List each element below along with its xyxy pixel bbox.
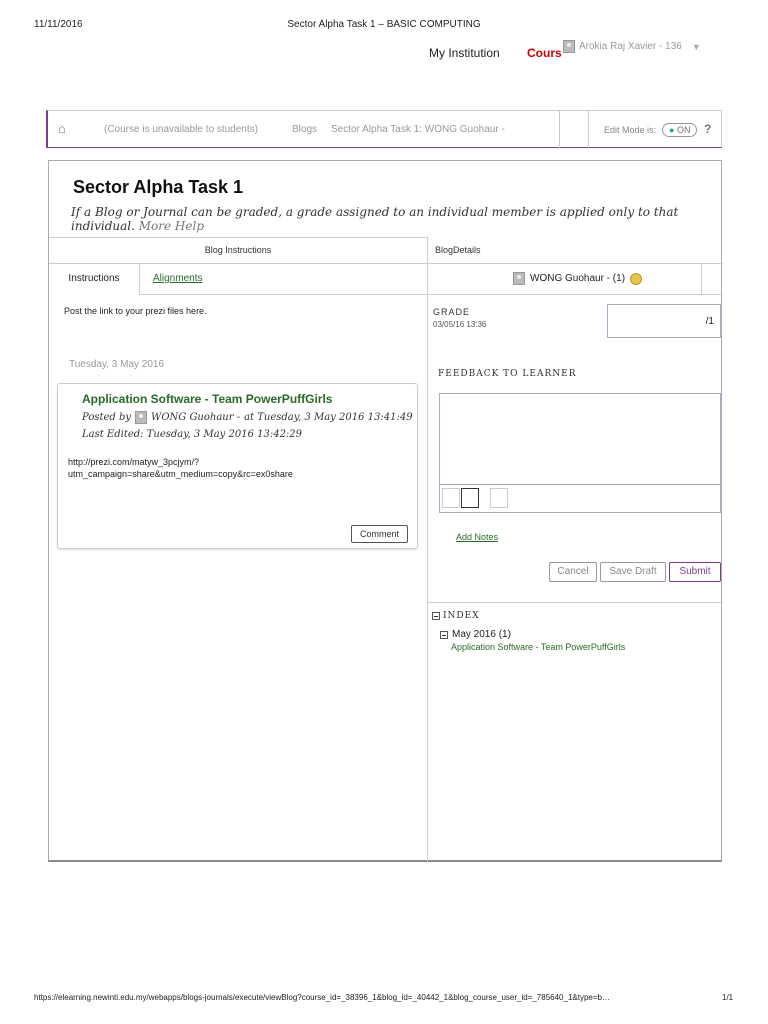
index-divider [427, 602, 723, 603]
editor-tool-button[interactable] [442, 488, 460, 508]
entry-date: Tuesday, 3 May 2016 [69, 359, 165, 370]
more-help-link[interactable]: More Help [138, 219, 204, 233]
user-menu[interactable] [563, 40, 701, 53]
editor-tool-button[interactable] [461, 488, 479, 508]
comment-button[interactable]: Comment [351, 525, 408, 543]
blog-details-header: BlogDetails [435, 245, 481, 255]
breadcrumb-divider [559, 111, 560, 148]
collapse-icon[interactable] [440, 631, 448, 639]
tab-divider [139, 294, 427, 295]
instruction-text: Post the link to your prezi files here. [64, 306, 207, 316]
editor-toolbar-divider [440, 484, 720, 485]
page-subtitle [71, 205, 721, 233]
entry-posted-by [82, 411, 413, 424]
member-name[interactable] [513, 272, 642, 285]
grade-out-of: /1 [705, 316, 714, 327]
grade-input[interactable] [607, 304, 721, 338]
member-avatar-icon [513, 272, 525, 285]
blog-instructions-panel [49, 237, 428, 862]
print-title: Sector Alpha Task 1 – BASIC COMPUTING [287, 19, 481, 30]
breadcrumb-blogs[interactable]: Blogs [292, 124, 318, 135]
collapse-icon[interactable] [432, 612, 440, 620]
tab-instructions[interactable]: Instructions [49, 264, 140, 294]
breadcrumb-current: Sector Alpha Task 1: WONG Guohaur - [331, 124, 505, 135]
my-institution-tab[interactable]: My Institution [429, 46, 500, 60]
feedback-label: FEEDBACK TO LEARNER [438, 369, 577, 379]
member-strip [427, 263, 723, 295]
home-icon[interactable]: ⌂ [58, 121, 66, 136]
edit-mode-toggle[interactable] [662, 123, 697, 137]
user-name: Arokia Raj Xavier - 136 [579, 41, 682, 52]
edit-mode-label: Edit Mode is: [604, 125, 657, 135]
breadcrumb-divider [588, 111, 589, 148]
entry-title[interactable]: Application Software - Team PowerPuffGirls [82, 392, 333, 406]
page-title: Sector Alpha Task 1 [73, 177, 244, 197]
index-entry-link[interactable]: Application Software - Team PowerPuffGirls [451, 642, 626, 652]
author-avatar-icon [135, 411, 147, 424]
member-name-text: WONG Guohaur - (1) [530, 273, 626, 284]
save-draft-button[interactable]: Save Draft [600, 562, 666, 582]
chevron-down-icon[interactable]: ▼ [691, 41, 701, 52]
posted-by-user: WONG Guohaur - [151, 412, 241, 423]
edit-mode [604, 123, 697, 137]
tab-alignments[interactable]: Alignments [153, 273, 203, 284]
cancel-button[interactable]: Cancel [549, 562, 597, 582]
editor-tool-button[interactable] [490, 488, 508, 508]
help-icon[interactable]: ? [704, 122, 712, 136]
print-url: https://elearning.newinti.edu.my/webapps/blogs-journals/execute/viewBlog?course_id=_38396_1&blog_id=_40442_1&blog_course_user_id=_785640_1&type=b… [34, 993, 610, 1002]
page-subtitle-text: If a Blog or Journal can be graded, a grade assigned to an individual member is applied only to that individual. [71, 205, 679, 233]
index-title: INDEX [443, 611, 480, 621]
user-avatar-icon [563, 40, 575, 53]
submit-button[interactable]: Submit [669, 562, 721, 582]
blog-details-panel [427, 237, 723, 861]
add-notes-link[interactable]: Add Notes [456, 532, 499, 542]
feedback-editor[interactable] [439, 393, 721, 513]
blog-instructions-header: Blog Instructions [49, 238, 427, 264]
blog-entry [57, 383, 418, 549]
courses-tab[interactable]: Cours [527, 46, 562, 60]
posted-by-label: Posted by [82, 412, 132, 423]
entry-last-edited: Last Edited: Tuesday, 3 May 2016 13:42:29 [82, 429, 303, 440]
print-date: 11/11/2016 [34, 19, 83, 30]
index-month-label: May 2016 (1) [452, 629, 511, 640]
index-header[interactable] [432, 611, 480, 621]
member-strip-divider [701, 264, 702, 294]
toggle-dot-icon: ● [669, 125, 675, 135]
breadcrumb-course[interactable]: (Course is unavailable to students) [104, 124, 258, 135]
grade-label: GRADE [433, 307, 471, 317]
content-panel [48, 160, 722, 862]
smiley-status-icon [630, 273, 642, 285]
grade-date: 03/05/16 13:36 [433, 320, 487, 329]
print-page-number: 1/1 [722, 993, 734, 1002]
index-month[interactable] [440, 629, 511, 640]
breadcrumb [46, 110, 722, 148]
posted-at: at Tuesday, 3 May 2016 13:41:49 [244, 412, 413, 423]
edit-mode-value: ON [676, 125, 691, 135]
entry-body: http://prezi.com/matyw_3pcjym/? utm_campaign=share&utm_medium=copy&rc=ex0share [68, 457, 293, 479]
